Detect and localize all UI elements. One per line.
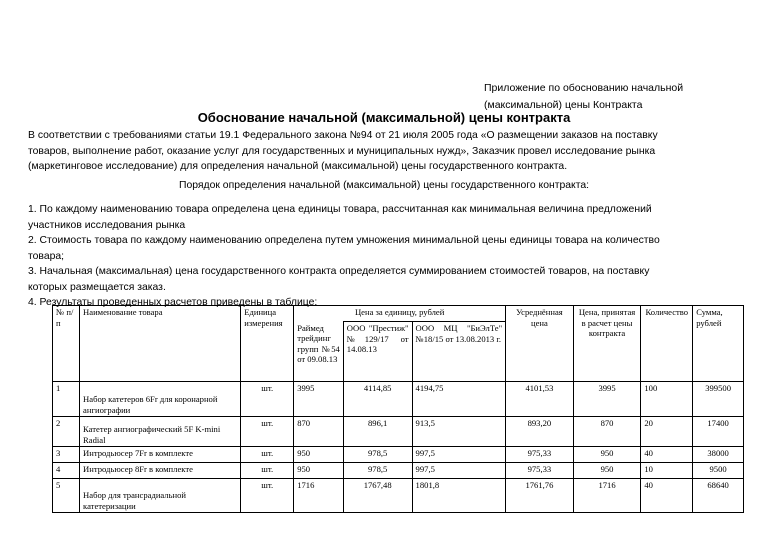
row-unit: шт. — [241, 382, 294, 417]
row-avg: 975,33 — [506, 463, 574, 479]
row-accepted: 3995 — [573, 382, 641, 417]
table-row — [53, 479, 744, 513]
row-name: Катетер ангиографический 5F K-mini Radial — [80, 417, 241, 447]
row-price-2: 4114,85 — [343, 382, 412, 417]
intro-line: В соответствии с требованиями статьи 19.1 Федерального закона №94 от 21 июля 2005 года «О размещении заказов на поставку — [28, 130, 658, 141]
row-price-3: 997,5 — [412, 447, 506, 463]
row-num: 5 — [53, 479, 80, 513]
row-price-2: 896,1 — [343, 417, 412, 447]
supplier-2: ООО "Престиж" №129/17 от 14.08.13 — [343, 322, 412, 382]
price-table — [52, 305, 744, 513]
row-unit: шт. — [241, 447, 294, 463]
step-line: которых размещается заказ. — [28, 281, 166, 293]
row-price-1: 950 — [294, 463, 344, 479]
step-line: 1. По каждому наименованию товара определена цена единицы товара, рассчитанная как минимальная величина предложений — [28, 204, 652, 215]
row-qty: 100 — [641, 382, 693, 417]
row-name: Интродьюсер 8Fr в комплекте — [80, 463, 241, 479]
row-avg: 1761,76 — [506, 479, 574, 513]
header-qty: Количество — [641, 306, 693, 382]
header-avg: Усреднённая цена — [506, 306, 574, 382]
table-row — [53, 382, 744, 417]
row-sum: 68640 — [693, 479, 744, 513]
appendix-note — [484, 80, 744, 114]
row-price-3: 1801,8 — [412, 479, 506, 513]
step-line: участников исследования рынка — [28, 219, 186, 231]
row-num: 4 — [53, 463, 80, 479]
row-avg: 975,33 — [506, 447, 574, 463]
row-qty: 40 — [641, 447, 693, 463]
step-line: 3. Начальная (максимальная) цена государственного контракта определяется суммированием стоимостей товаров, на поставку — [28, 266, 650, 277]
row-price-1: 3995 — [294, 382, 344, 417]
row-avg: 4101,53 — [506, 382, 574, 417]
intro-line: товаров, выполнение работ, оказание услуг для государственных и муниципальных нужд», Заказчик провел исследование рынка — [28, 145, 656, 157]
header-price-group: Цена за единицу, рублей — [294, 306, 506, 322]
header-num: № п/п — [53, 306, 80, 382]
supplier-3: ООО МЦ "БиЭлТе" №18/15 от 13.08.2013 г. — [412, 322, 506, 382]
table-row — [53, 417, 744, 447]
row-unit: шт. — [241, 417, 294, 447]
document-title: Обоснование начальной (максимальной) цены контракта — [197, 110, 571, 125]
row-price-1: 870 — [294, 417, 344, 447]
row-accepted: 870 — [573, 417, 641, 447]
row-price-2: 978,5 — [343, 463, 412, 479]
row-num: 2 — [53, 417, 80, 447]
table-row — [53, 447, 744, 463]
row-accepted: 1716 — [573, 479, 641, 513]
row-accepted: 950 — [573, 447, 641, 463]
row-sum: 38000 — [693, 447, 744, 463]
row-accepted: 950 — [573, 463, 641, 479]
header-unit: Единица измерения — [241, 306, 294, 382]
intro-line: (маркетинговое исследование) для определения начальной (максимальной) цены государственного контракта. — [28, 161, 568, 172]
row-num: 3 — [53, 447, 80, 463]
step-line: товара; — [28, 250, 65, 262]
row-unit: шт. — [241, 463, 294, 479]
step-line: 4. Результаты проведенных расчетов приведены в таблице: — [28, 297, 318, 308]
appendix-line-1: Приложение по обоснованию начальной — [484, 82, 684, 94]
row-price-2: 978,5 — [343, 447, 412, 463]
row-name: Интродьюсер 7Fr в комплекте — [80, 447, 241, 463]
row-qty: 20 — [641, 417, 693, 447]
row-sum: 399500 — [693, 382, 744, 417]
header-accepted: Цена, принятая в расчет цены контракта — [573, 306, 641, 382]
row-qty: 40 — [641, 479, 693, 513]
row-price-1: 1716 — [294, 479, 344, 513]
table-row — [53, 463, 744, 479]
row-name: Набор для трансрадиальной катетеризации — [80, 479, 241, 513]
order-heading: Порядок определения начальной (максимальной) цены государственного контракта: — [178, 180, 589, 191]
row-sum: 9500 — [693, 463, 744, 479]
appendix-line-2: (максимальной) цены Контракта — [484, 99, 643, 111]
header-sum: Сумма, рублей — [693, 306, 744, 382]
table-header-row — [53, 306, 744, 322]
row-price-3: 997,5 — [412, 463, 506, 479]
step-line: 2. Стоимость товара по каждому наименованию определена путем умножения минимальной цены единицы товара на количество — [28, 235, 660, 246]
row-num: 1 — [53, 382, 80, 417]
row-name: Набор катетеров 6Fr для коронарной ангиографии — [80, 382, 241, 417]
supplier-1: Раймед трейдинг групп №54 от 09.08.13 — [294, 322, 344, 382]
steps-list — [28, 202, 748, 311]
row-price-1: 950 — [294, 447, 344, 463]
header-name: Наименование товара — [80, 306, 241, 382]
row-qty: 10 — [641, 463, 693, 479]
row-price-2: 1767,48 — [343, 479, 412, 513]
row-unit: шт. — [241, 479, 294, 513]
intro-paragraph — [28, 128, 748, 175]
row-avg: 893,20 — [506, 417, 574, 447]
row-price-3: 913,5 — [412, 417, 506, 447]
row-sum: 17400 — [693, 417, 744, 447]
row-price-3: 4194,75 — [412, 382, 506, 417]
